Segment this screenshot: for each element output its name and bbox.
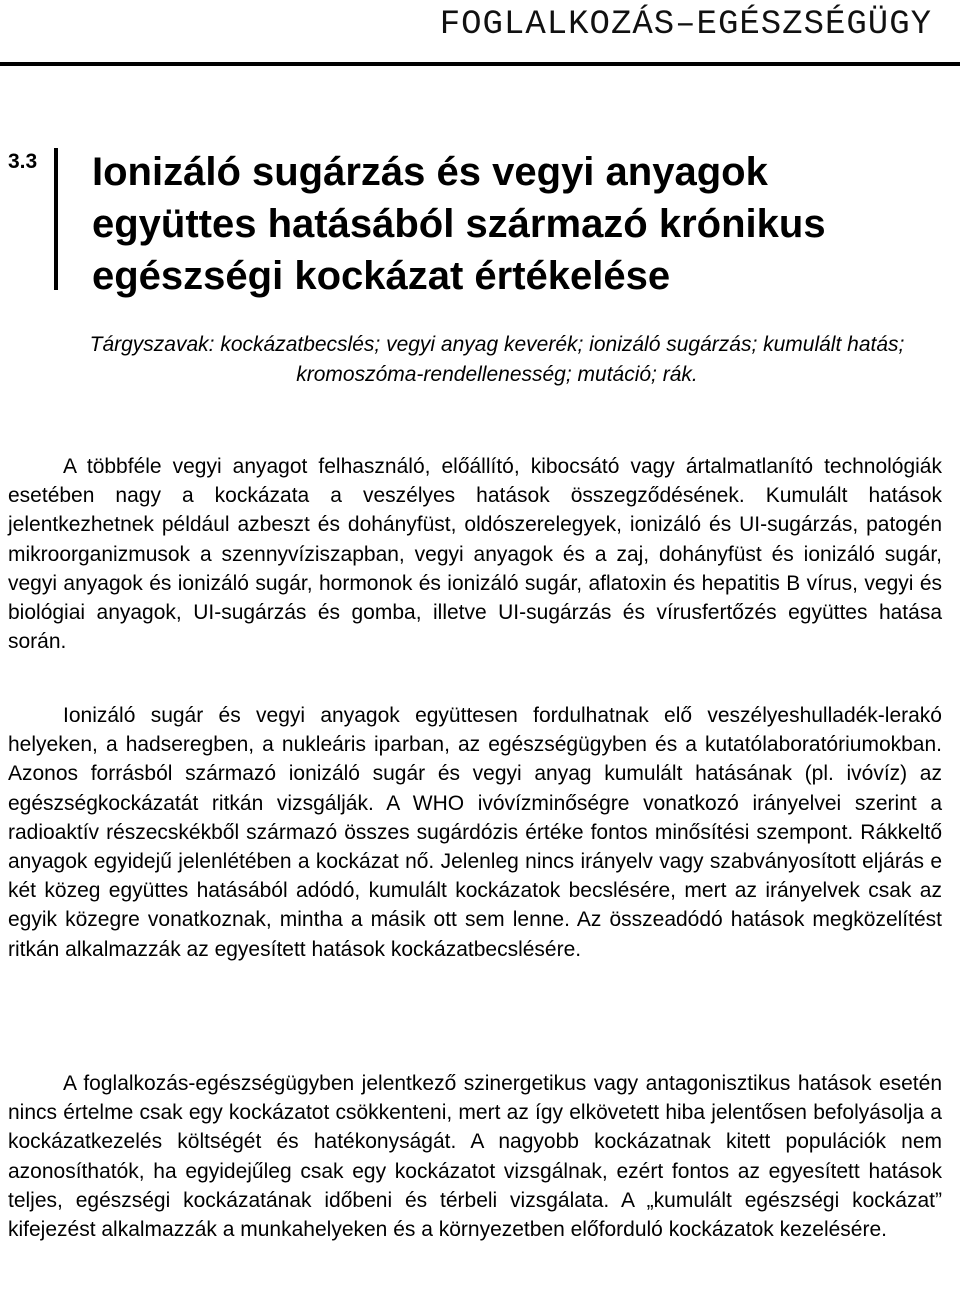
- title-accent-bar: [54, 148, 58, 290]
- body-paragraph: Ionizáló sugár és vegyi anyagok együttesen fordulhatnak elő veszélyeshulladék-lerakó helyeken, a hadseregben, a nukleáris iparban, az egészségügyben és a kutatólaboratóriumokban. Azonos forrásból származó ionizáló sugár és vegyi anyag kumulált hatásának (pl. ivóvíz) az egészségkockázatát ritkán vizsgálják. A WHO ivóvízminőségre vonatkozó irányelvei szerint a radioaktív részecskékből származó összes sugárdózis értéke fontos minősítési szempont. Rákkeltő anyagok egyidejű jelenlétében a kockázat nő. Jelenleg nincs irányelv vagy szabványosított eljárás e két közeg együttes hatásából adódó, kumulált kockázatok becslésére, mert az irányelvek csak az egyik közegre vonatkoznak, mintha a másik ott sem lenne. Az összeadódó hatások megközelítést ritkán alkalmazzák az egyesített hatások kockázatbecslésére.: [8, 704, 942, 961]
- body-paragraph: A foglalkozás-egészségügyben jelentkező szinergetikus vagy antagonisztikus hatások esetén nincs értelme csak egy kockázatot csökkenteni, mert az így elkövetett hiba jelentősen befolyásolja a kockázatkezelés költségét és hatékonyságát. A nagyobb kockázatnak kitett populációk nem azonosíthatók, ha egyidejűleg csak egy kockázatot vizsgálnak, ezért fontos az egyesített hatások teljes, egészségi kockázatának időbeni és térbeli vizsgálata. A „kumulált egészségi kockázat” kifejezést alkalmazzák a munkahelyeken és a környezetben előforduló kockázatok kezelésére.: [8, 1072, 942, 1242]
- running-header-title: FOGLALKOZÁS–EGÉSZSÉGÜGY: [439, 6, 932, 44]
- body-paragraph: A többféle vegyi anyagot felhasználó, előállító, kibocsátó vagy ártalmatlanító technológiák esetében nagy a kockázata a veszélyes hatások összegződésének. Kumulált hatások jelentkezhetnek például azbeszt és dohányfüst, oldószerelegyek, ionizáló és UI-sugárzás, patogén mikroorganizmusok a szennyvíziszapban, vegyi anyagok és a zaj, dohányfüst és ionizáló sugár, vegyi anyagok és ionizáló sugár, hormonok és ionizáló sugár, aflatoxin és hepatitis B vírus, vegyi és biológiai anyagok, UI-sugárzás és gomba, illetve UI-sugárzás és vírusfertőzés együttes hatása során.: [8, 455, 942, 654]
- section-number: 3.3: [8, 150, 38, 173]
- article-title: Ionizáló sugárzás és vegyi anyagok együttes hatásából származó krónikus egészségi kockázat értékelése: [92, 150, 826, 298]
- header-divider: [0, 62, 960, 66]
- keywords-line: Tárgyszavak: kockázatbecslés; vegyi anyag keverék; ionizáló sugárzás; kumulált hatás; kromoszóma-rendellenesség; mutáció; rák.: [89, 333, 905, 386]
